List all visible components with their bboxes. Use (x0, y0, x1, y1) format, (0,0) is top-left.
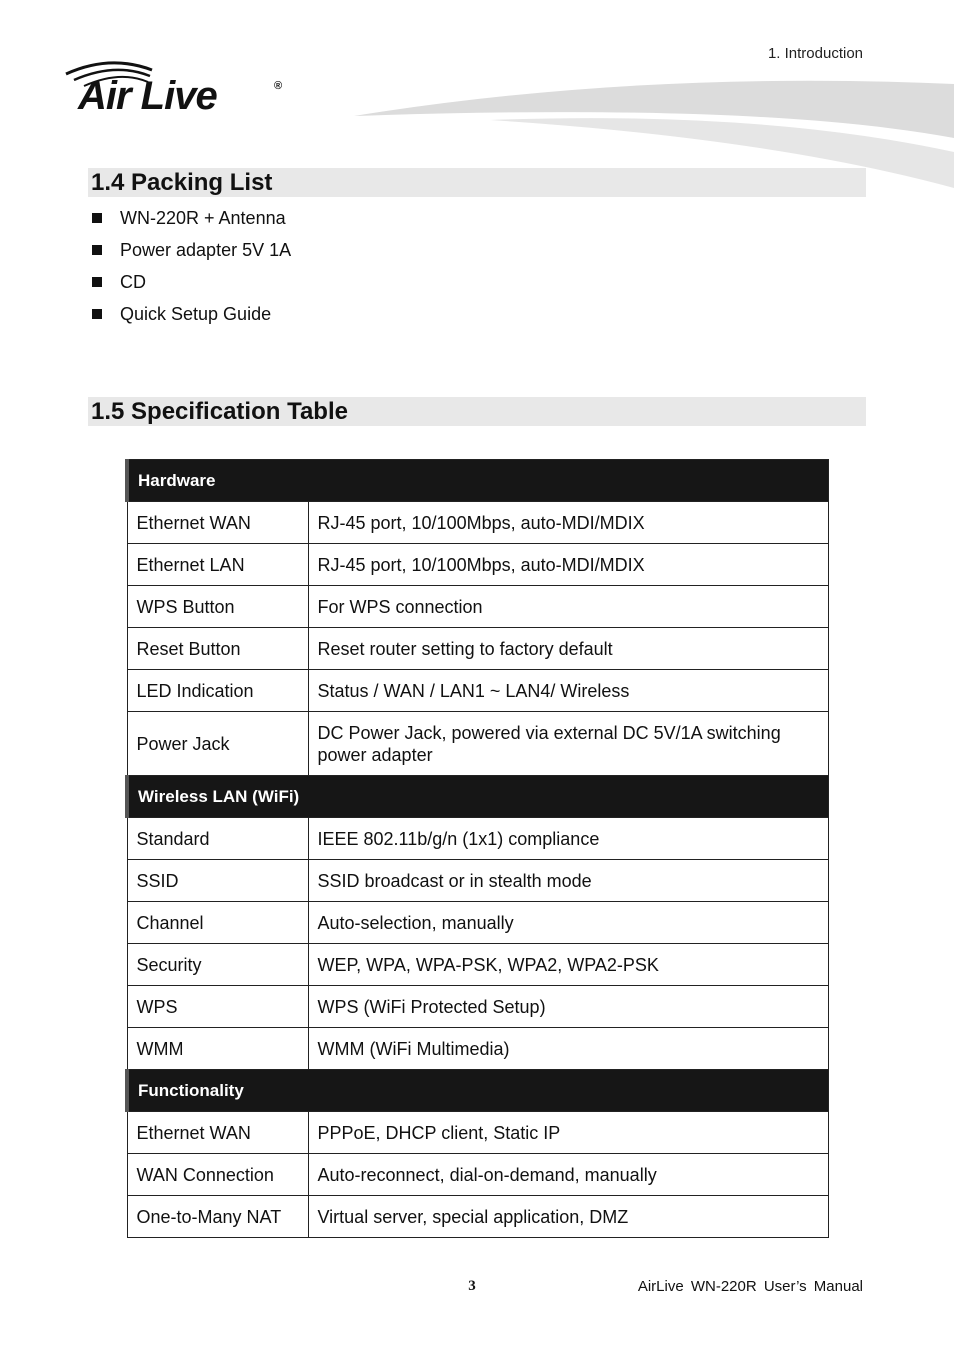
airlive-logo (60, 56, 290, 124)
spec-key: WPS Button (127, 586, 308, 628)
spec-value: Auto-reconnect, dial-on-demand, manually (308, 1154, 829, 1196)
square-bullet-icon (92, 309, 102, 319)
spec-key: LED Indication (127, 670, 308, 712)
spec-key: Ethernet WAN (127, 1112, 308, 1154)
table-group-header (127, 460, 829, 502)
chapter-label: 1. Introduction (767, 45, 863, 62)
list-item (92, 269, 291, 301)
spec-value: WMM (WiFi Multimedia) (308, 1028, 829, 1070)
spec-key: Ethernet WAN (127, 502, 308, 544)
spec-key: Security (127, 944, 308, 986)
table-row (127, 502, 829, 544)
group-name: Hardware (127, 460, 829, 502)
table-row (127, 1112, 829, 1154)
spec-value: Auto-selection, manually (308, 902, 829, 944)
spec-value: Status / WAN / LAN1 ~ LAN4/ Wireless (308, 670, 829, 712)
spec-value: RJ-45 port, 10/100Mbps, auto-MDI/MDIX (308, 502, 829, 544)
spec-value: WEP, WPA, WPA-PSK, WPA2, WPA2-PSK (308, 944, 829, 986)
spec-value: DC Power Jack, powered via external DC 5V/1A switching power adapter (308, 712, 829, 776)
list-item (92, 301, 291, 333)
table-row (127, 628, 829, 670)
table-row (127, 544, 829, 586)
table-row (127, 1028, 829, 1070)
square-bullet-icon (92, 245, 102, 255)
table-group-header (127, 1070, 829, 1112)
spec-key: Reset Button (127, 628, 308, 670)
list-item-text: WN-220R + Antenna (120, 208, 286, 228)
list-item (92, 205, 291, 237)
spec-key: One-to-Many NAT (127, 1196, 308, 1238)
spec-key: SSID (127, 860, 308, 902)
page-number: 3 (468, 1278, 476, 1294)
packing-list (92, 205, 291, 333)
spec-value: SSID broadcast or in stealth mode (308, 860, 829, 902)
spec-table-heading-bar (88, 397, 866, 426)
square-bullet-icon (92, 213, 102, 223)
list-item-text: Quick Setup Guide (120, 304, 272, 324)
spec-key: Power Jack (127, 712, 308, 776)
table-group-header (127, 776, 829, 818)
square-bullet-icon (92, 277, 102, 287)
spec-value: For WPS connection (308, 586, 829, 628)
table-row (127, 944, 829, 986)
spec-key: WMM (127, 1028, 308, 1070)
spec-key: WPS (127, 986, 308, 1028)
packing-list-heading-bar (88, 168, 866, 197)
spec-value: Reset router setting to factory default (308, 628, 829, 670)
list-item (92, 237, 291, 269)
manual-title: AirLive WN-220R User’s Manual (637, 1278, 863, 1295)
table-row (127, 986, 829, 1028)
table-row (127, 818, 829, 860)
registered-mark: ® (274, 80, 283, 92)
group-name: Functionality (127, 1070, 829, 1112)
table-row (127, 586, 829, 628)
packing-list-title: 1.4 Packing List (91, 169, 273, 196)
spec-table-title: 1.5 Specification Table (91, 398, 348, 425)
spec-value: Virtual server, special application, DMZ (308, 1196, 829, 1238)
table-row (127, 1154, 829, 1196)
spec-value: WPS (WiFi Protected Setup) (308, 986, 829, 1028)
table-row (127, 902, 829, 944)
spec-key: WAN Connection (127, 1154, 308, 1196)
group-name: Wireless LAN (WiFi) (127, 776, 829, 818)
list-item-text: CD (120, 272, 146, 292)
spec-key: Standard (127, 818, 308, 860)
spec-key: Channel (127, 902, 308, 944)
table-row (127, 712, 829, 776)
table-row (127, 860, 829, 902)
spec-value: RJ-45 port, 10/100Mbps, auto-MDI/MDIX (308, 544, 829, 586)
logo-text: Air Live (78, 74, 217, 118)
table-row (127, 1196, 829, 1238)
spec-key: Ethernet LAN (127, 544, 308, 586)
specification-table (125, 459, 829, 1238)
list-item-text: Power adapter 5V 1A (120, 240, 292, 260)
spec-value: IEEE 802.11b/g/n (1x1) compliance (308, 818, 829, 860)
spec-value: PPPoE, DHCP client, Static IP (308, 1112, 829, 1154)
table-row (127, 670, 829, 712)
